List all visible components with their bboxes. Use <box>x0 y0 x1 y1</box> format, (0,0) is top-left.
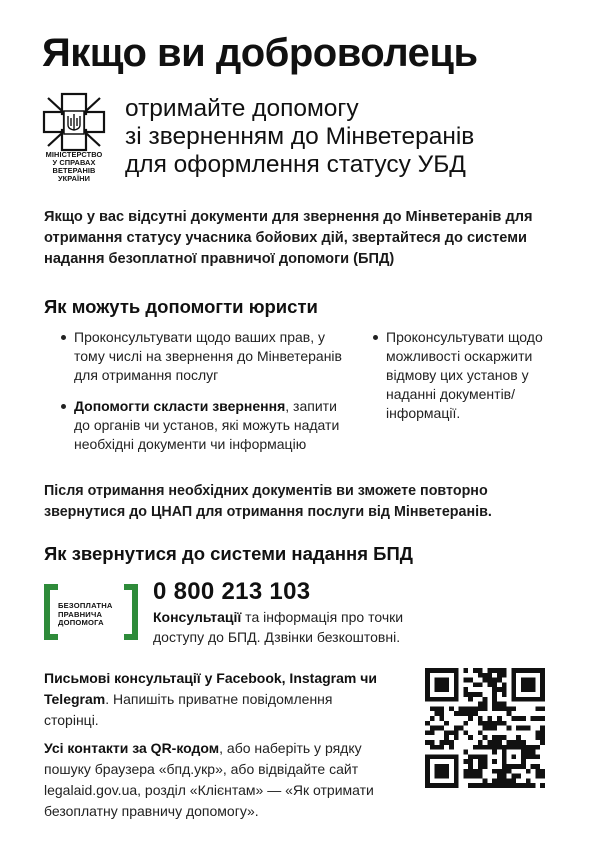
phone-desc-text: та інформація про точки доступу до БПД. Дзвінки безкоштовні. <box>153 609 404 645</box>
help-section-title: Як можуть допомогти юристи <box>44 296 318 317</box>
list-item <box>60 328 350 385</box>
phone-desc-bold: Консультації <box>153 609 242 625</box>
help-item-3-text: Проконсультувати щодо можливості оскаржити відмову цих установ у наданні документів/інформації. <box>386 329 543 421</box>
page-title: Якщо ви доброволець <box>42 31 478 75</box>
social-bold: Письмові консультації у Facebook, Instagram чи Telegram <box>44 670 377 707</box>
ministry-caption-line: ВЕТЕРАНІВ <box>52 166 96 175</box>
hotline-phone-link[interactable]: 0 800 213 103 <box>153 578 311 605</box>
subheading-line-2: зі зверненням до Мінветеранів <box>125 123 475 150</box>
phone-description <box>153 607 443 647</box>
intro-paragraph: Якщо у вас відсутні документи для звернення до Мінветеранів для отримання статусу учасника бойових дій, звертайтеся до системи надання безоплатної правничої допомоги (БПД) <box>44 209 533 267</box>
ministry-caption <box>32 151 116 183</box>
bpd-logo-text <box>58 602 124 628</box>
ministry-caption-line: УКРАЇНИ <box>57 174 91 183</box>
contacts-paragraph <box>44 738 404 822</box>
subheading-line-1: отримайте допомогу <box>125 95 359 122</box>
help-list-right <box>372 328 572 423</box>
list-item <box>372 328 572 423</box>
ministry-caption-line: У СПРАВАХ <box>52 158 96 167</box>
contact-section-title: Як звернутися до системи надання БПД <box>44 543 413 564</box>
social-paragraph <box>44 668 384 731</box>
qr-code-icon[interactable] <box>425 668 545 788</box>
bpd-logo-line: ДОПОМОГА <box>58 618 104 627</box>
bpd-logo-line: ПРАВНИЧА <box>58 609 103 619</box>
help-item-1-text: Проконсультувати щодо ваших прав, у тому числі на звернення до Мінветеранів для отримання послуг <box>74 329 342 383</box>
help-item-2-bold: Допомогти скласти звернення <box>74 398 286 414</box>
subheading <box>125 95 474 179</box>
ministry-caption-line: МІНІСТЕРСТВО <box>45 150 103 159</box>
bpd-logo-line: БЕЗОПЛАТНА <box>58 601 113 610</box>
note-paragraph: Після отримання необхідних документів ви зможете повторно звернутися до ЦНАП для отримання послуги від Мінветеранів. <box>44 483 492 520</box>
help-item-2-text: , запити до органів чи установ, які можуть надати необхідні документи чи інформацію <box>74 398 340 452</box>
contacts-text: , або наберіть у рядку пошуку браузера «бпд.укр», або відвідайте сайт legalaid.gov.ua, розділ «Клієнтам» — «Як отримати безоплатну правничу допомогу». <box>44 740 374 819</box>
list-item <box>60 397 350 454</box>
help-list-left <box>60 328 350 454</box>
contacts-bold: Усі контакти за QR-кодом <box>44 740 220 756</box>
social-text: . Напишіть приватне повідомлення сторінці. <box>44 691 333 728</box>
subheading-line-3: для оформлення статусу УБД <box>125 151 466 178</box>
